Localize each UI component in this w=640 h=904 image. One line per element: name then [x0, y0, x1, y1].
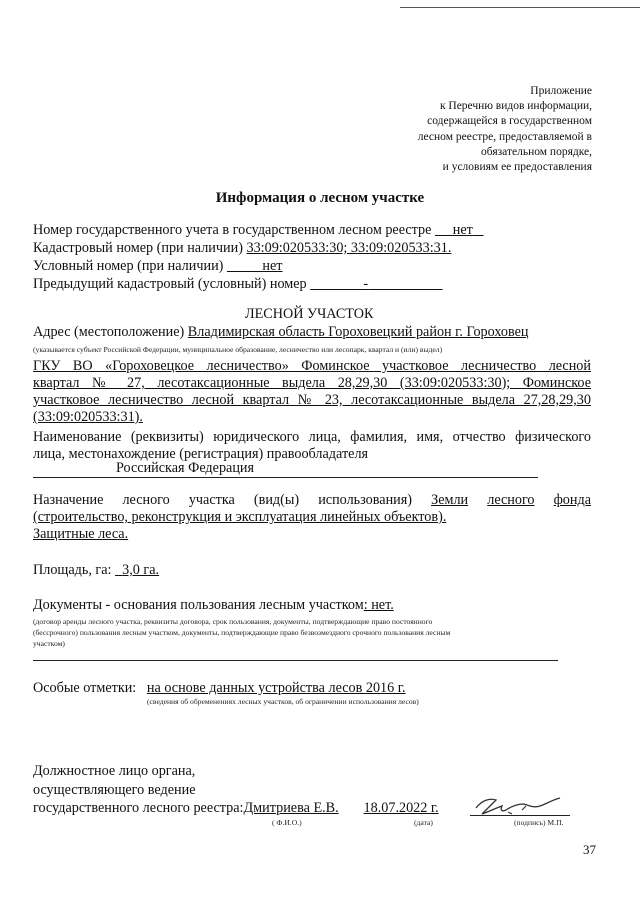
official-row	[33, 800, 439, 817]
documents-hint: участком)	[33, 639, 65, 648]
appendix-line: обязательном порядке,	[481, 145, 592, 158]
cadastral-value: 33:09:020533:30; 33:09:020533:31.	[246, 240, 452, 256]
address-line: квартал № 27, лесотаксационные выдела 28,29,30 (33:09:020533:30); Фоминское	[33, 375, 591, 391]
cadastral-label: Кадастровый номер (при наличии)	[33, 240, 243, 256]
conditional-row	[33, 258, 283, 275]
purpose-word: участка	[188, 492, 235, 508]
official-name: Дмитриева Е.В.	[243, 800, 339, 816]
purpose-row	[33, 492, 591, 509]
appendix-line: лесном реестре, предоставляемой в	[417, 130, 592, 143]
conditional-label: Условный номер (при наличии)	[33, 258, 224, 274]
notes-value: на основе данных устройства лесов 2016 г.	[146, 680, 406, 696]
documents-underline	[33, 660, 558, 661]
notes-label: Особые отметки:	[33, 680, 137, 696]
state-number-row	[33, 222, 483, 239]
address-hint: (указывается субъект Российской Федерации, муниципальное образование, лесничество или лесопарк, квартал и (или) выдел)	[33, 345, 443, 354]
holder-value: Российская Федерация	[116, 460, 255, 476]
documents-value: : нет.	[363, 597, 394, 613]
official-line: осуществляющего ведение	[33, 782, 196, 798]
official-date: 18.07.2022 г.	[363, 800, 439, 816]
address-line: ГКУ ВО «Гороховецкое лесничество» Фоминское участковое лесничество лесной	[33, 358, 591, 374]
purpose-word: фонда	[553, 492, 591, 508]
page-number: 37	[583, 842, 596, 857]
documents-row	[33, 597, 394, 614]
holder-underline	[33, 477, 538, 478]
documents-label: Документы - основания пользования лесным участком	[33, 597, 364, 613]
notes-hint: (сведения об обременениях лесных участков, об ограничении использования лесов)	[147, 697, 419, 706]
date-hint: (дата)	[414, 818, 433, 827]
area-value: 3,0 га.	[122, 562, 160, 578]
appendix-header	[418, 84, 592, 175]
purpose-word: Земли	[431, 492, 469, 508]
purpose-word: использования)	[318, 492, 413, 508]
previous-label: Предыдущий кадастровый (условный) номер	[33, 276, 307, 292]
purpose-word: лесного	[487, 492, 535, 508]
appendix-line: и условиям ее предоставления	[442, 161, 592, 174]
documents-hint: (бессрочного) пользования лесным участком, документы, подтверждающие право безвозмездного срочного пользования лесным	[33, 628, 451, 637]
previous-row	[33, 276, 443, 293]
area-label: Площадь, га:	[33, 562, 112, 578]
signature-hint: (подпись) М.П.	[514, 818, 564, 827]
address-line: участковое лесничество лесной квартал № 23, лесотаксационные выдела 27,28,29,30	[33, 392, 591, 408]
cadastral-row	[33, 240, 451, 257]
address-label: Адрес (местоположение)	[33, 324, 185, 340]
purpose-word: (вид(ы)	[253, 492, 300, 508]
holder-line: Наименование (реквизиты) юридического лица, фамилия, имя, отчество физического	[33, 429, 591, 445]
address-row	[33, 324, 529, 341]
address-value: Владимирская область Гороховецкий район г. Гороховец	[187, 324, 529, 340]
appendix-line: к Перечню видов информации,	[439, 100, 592, 113]
holder-line: лица, местонахождение (регистрация) правообладателя	[33, 446, 369, 462]
appendix-line: Приложение	[530, 85, 592, 97]
official-line: Должностное лицо органа,	[33, 763, 196, 779]
conditional-value: нет	[262, 258, 283, 274]
purpose-line-2: (строительство, реконструкция и эксплуатация линейных объектов).	[33, 509, 447, 525]
appendix-line: содержащейся в государственном	[427, 115, 592, 128]
official-label: государственного лесного реестра:	[33, 800, 244, 816]
plot-heading: ЛЕСНОЙ УЧАСТОК	[245, 306, 374, 322]
previous-value: -	[363, 276, 369, 292]
scan-edge-line	[400, 7, 640, 8]
state-number-label: Номер государственного учета в государственном лесном реестре	[33, 222, 432, 238]
documents-hint: (договор аренды лесного участка, реквизиты договора, срок пользования, документы, подтверждающие право постоянного	[33, 617, 433, 626]
state-number-value: нет	[452, 222, 473, 238]
notes-row	[33, 680, 406, 697]
area-row	[33, 562, 159, 579]
purpose-line-3: Защитные леса.	[33, 526, 129, 542]
handwritten-signature	[468, 794, 568, 818]
document-title: Информация о лесном участке	[215, 190, 425, 206]
purpose-word: лесного	[122, 492, 170, 508]
name-hint: ( Ф.И.О.)	[272, 818, 302, 827]
address-line-last: (33:09:020533:31).	[33, 409, 143, 425]
purpose-word: Назначение	[33, 492, 104, 508]
